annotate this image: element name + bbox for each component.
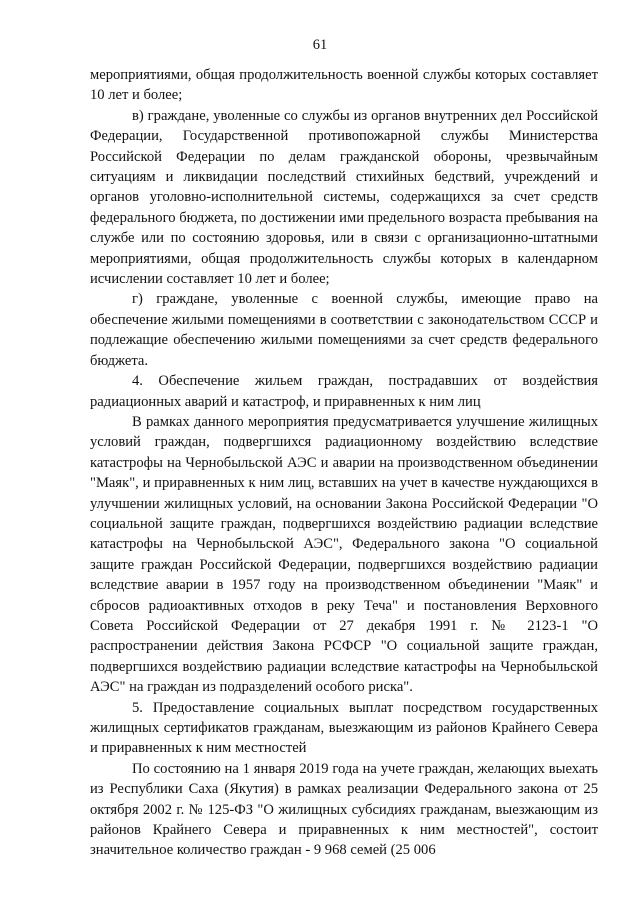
- section-heading-4: 4. Обеспечение жильем граждан, пострадавших от воздействия радиационных аварий и катастроф, и приравненных к ним лиц: [90, 373, 598, 410]
- document-body: [90, 65, 598, 861]
- section-heading-5: 5. Предоставление социальных выплат посредством государственных жилищных сертификатов гражданам, выезжающим из районов Крайнего Севера и приравненных к ним местностей: [90, 699, 598, 757]
- paragraph-item-g: г) граждане, уволенные с военной службы, имеющие право на обеспечение жилыми помещениями в соответствии с законодательством СССР и подлежащие обеспечению жилыми помещениями за счет средств федерального бюджета.: [90, 291, 598, 369]
- paragraph-radiation-measures: В рамках данного мероприятия предусматривается улучшение жилищных условий граждан, подвергшихся радиационному воздействию вследствие катастрофы на Чернобыльской АЭС и аварии на производственном объединении "Маяк", и приравненных к ним лиц, вставших на учет в качестве нуждающихся в улучшении жилищных условий, на основании Закона Российской Федерации "О социальной защите граждан, подвергшихся воздействию радиации вследствие катастрофы на Чернобыльской АЭС", Федерального закона "О социальной защите граждан Российской Федерации, подвергшихся воздействию радиации вследствие аварии в 1957 году на производственном объединении "Маяк" и сбросов радиоактивных отходов в реку Теча" и постановления Верховного Совета Российской Федерации от 27 декабря 1991 г. № 2123-1 "О распространении действия Закона РСФСР "О социальной защите граждан, подвергшихся воздействию радиации вследствие катастрофы на Чернобыльской АЭС" на граждан из подразделений особого риска".: [90, 413, 598, 696]
- paragraph-item-v: в) граждане, уволенные со службы из органов внутренних дел Российской Федерации, Государственной противопожарной службы Министерства Российской Федерации по делам гражданской обороны, чрезвычайным ситуациям и ликвидации последствий стихийных бедствий, учреждений и органов уголовно-исполнительной системы, содержащихся за счет средств федерального бюджета, по достижении ими предельного возраста пребывания на службе или по состоянию здоровья, или в связи с организационно-штатными мероприятиями, общая продолжительность службы которых в календарном исчислении составляет 10 лет и более;: [90, 107, 598, 288]
- paragraph-continuation: мероприятиями, общая продолжительность военной службы которых составляет 10 лет и более;: [90, 67, 598, 104]
- page-number: 61: [312, 37, 328, 53]
- paragraph-yakutia-registry: По состоянию на 1 января 2019 года на учете граждан, желающих выехать из Республики Саха (Якутия) в рамках реализации Федерального закона от 25 октября 2002 г. № 125-ФЗ "О жилищных субсидиях гражданам, выезжающим из районов Крайнего Севера и приравненных к ним местностей", состоит значительное количество граждан - 9 968 семей (25 006: [90, 760, 598, 859]
